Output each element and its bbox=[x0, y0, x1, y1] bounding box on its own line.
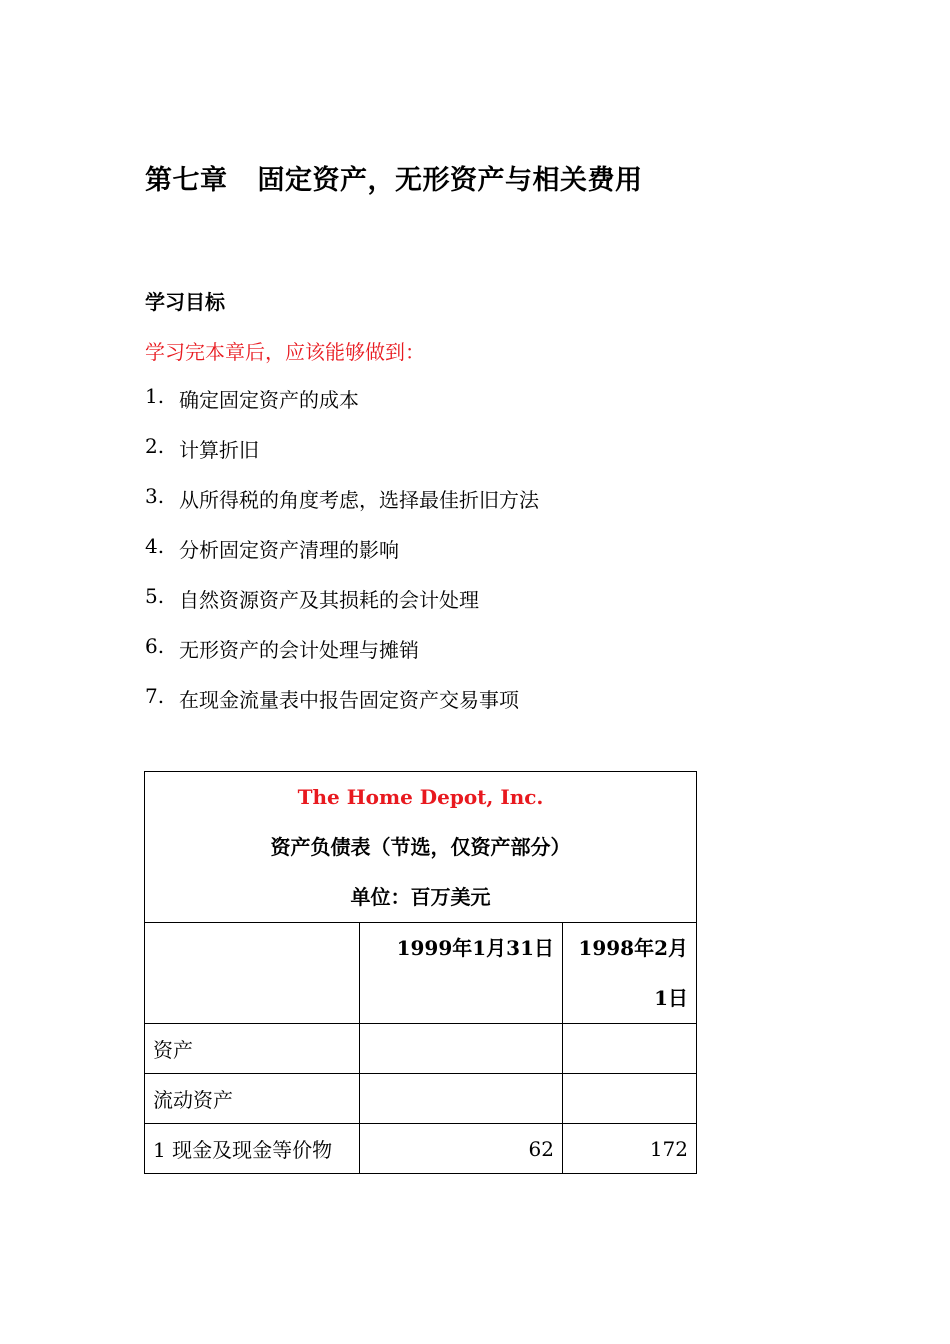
row-value-1998: 172 bbox=[563, 1124, 697, 1174]
row-label: 1 现金及现金等价物 bbox=[145, 1124, 360, 1174]
objective-text: 计算折旧 bbox=[179, 438, 259, 462]
objective-item bbox=[145, 684, 539, 734]
row-label: 资产 bbox=[145, 1024, 360, 1074]
objective-text: 确定固定资产的成本 bbox=[179, 388, 359, 412]
objective-number: 5. bbox=[145, 584, 165, 608]
objective-item bbox=[145, 484, 539, 534]
table-header-row bbox=[145, 772, 697, 923]
table-row bbox=[145, 1024, 697, 1074]
objectives-list bbox=[145, 384, 539, 734]
row-value-1999 bbox=[360, 1024, 563, 1074]
objective-item bbox=[145, 584, 539, 634]
column-header-row bbox=[145, 923, 697, 1024]
column-header-label bbox=[145, 923, 360, 1024]
row-value-1998 bbox=[563, 1024, 697, 1074]
chapter-title bbox=[145, 158, 643, 197]
objective-number: 6. bbox=[145, 634, 165, 658]
objective-number: 4. bbox=[145, 534, 165, 558]
objective-item bbox=[145, 634, 539, 684]
objective-number: 3. bbox=[145, 484, 165, 508]
objective-text: 从所得税的角度考虑，选择最佳折旧方法 bbox=[179, 488, 539, 512]
row-label: 流动资产 bbox=[145, 1074, 360, 1124]
objective-text: 无形资产的会计处理与摊销 bbox=[179, 638, 419, 662]
chapter-number: 第七章 bbox=[145, 165, 228, 196]
table-row bbox=[145, 1124, 697, 1174]
objectives-intro: 学习完本章后，应该能够做到： bbox=[145, 340, 425, 364]
row-value-1999 bbox=[360, 1074, 563, 1124]
statement-title: 资产负债表（节选，仅资产部分） bbox=[270, 835, 571, 859]
column-header-date2-line2: 1日 bbox=[654, 986, 688, 1010]
statement-unit: 单位：百万美元 bbox=[350, 885, 491, 909]
objectives-heading: 学习目标 bbox=[145, 290, 225, 314]
chapter-name: 固定资产，无形资产与相关费用 bbox=[257, 165, 643, 196]
objective-item bbox=[145, 384, 539, 434]
objective-text: 自然资源资产及其损耗的会计处理 bbox=[179, 588, 479, 612]
column-header-date2-line1: 1998年2月 bbox=[578, 936, 688, 960]
row-value-1998 bbox=[563, 1074, 697, 1124]
balance-sheet-table bbox=[144, 771, 697, 1174]
objective-text: 分析固定资产清理的影响 bbox=[179, 538, 399, 562]
objective-number: 2. bbox=[145, 434, 165, 458]
column-header-date2 bbox=[563, 923, 697, 1024]
objective-text: 在现金流量表中报告固定资产交易事项 bbox=[179, 688, 519, 712]
objective-number: 7. bbox=[145, 684, 165, 708]
row-value-1999: 62 bbox=[360, 1124, 563, 1174]
company-name: The Home Depot, Inc. bbox=[297, 785, 544, 809]
table-caption-cell bbox=[145, 772, 697, 923]
objective-number: 1. bbox=[145, 384, 165, 408]
table-row bbox=[145, 1074, 697, 1124]
objective-item bbox=[145, 434, 539, 484]
column-header-date1: 1999年1月31日 bbox=[360, 923, 563, 1024]
objective-item bbox=[145, 534, 539, 584]
